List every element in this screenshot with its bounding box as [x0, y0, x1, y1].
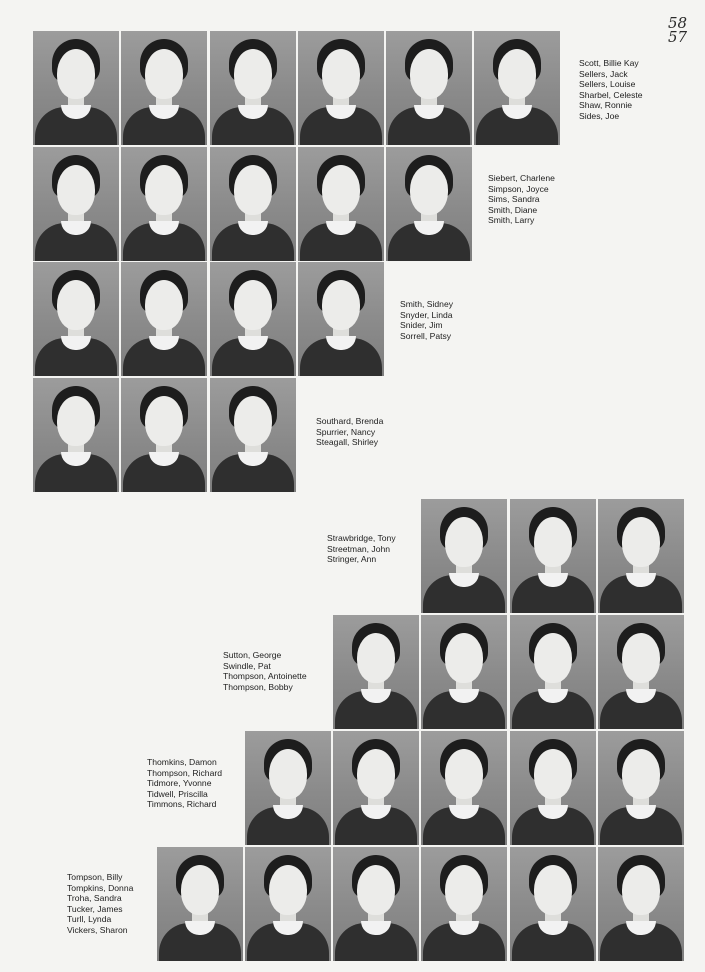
- name-list-row-4: [316, 416, 383, 448]
- portrait-photo: [245, 847, 331, 961]
- portrait-photo: [598, 847, 684, 961]
- student-name: Snyder, Linda: [400, 309, 453, 320]
- portrait-photo: [598, 731, 684, 845]
- name-list-row-8: [67, 872, 133, 936]
- student-name: Thompson, Richard: [147, 767, 222, 778]
- student-name: Scott, Billie Kay: [579, 58, 639, 68]
- student-name: Southard, Brenda: [316, 416, 384, 426]
- student-name: Troha, Sandra: [67, 893, 122, 904]
- student-name: Tucker, James: [67, 903, 123, 914]
- portrait-photo: [298, 31, 384, 145]
- name-list-row-1: [579, 58, 643, 122]
- portrait-photo: [421, 847, 507, 961]
- student-name: Smith, Sidney: [400, 299, 454, 309]
- portrait-photo: [210, 31, 296, 145]
- student-name: Thompson, Antoinette: [223, 671, 307, 682]
- portrait-photo: [421, 731, 507, 845]
- portrait-photo: [157, 847, 243, 961]
- student-name: Sellers, Jack: [579, 68, 628, 79]
- portrait-photo: [245, 731, 331, 845]
- portrait-photo: [421, 615, 507, 729]
- portrait-photo: [210, 147, 296, 261]
- student-name: Spurrier, Nancy: [316, 426, 376, 437]
- student-name: Siebert, Charlene: [488, 173, 555, 183]
- portrait-photo: [33, 262, 119, 376]
- portrait-photo: [421, 499, 507, 613]
- name-list-row-5: [327, 533, 396, 565]
- student-name: Sutton, George: [223, 650, 282, 660]
- student-name: Smith, Diane: [488, 204, 538, 215]
- student-name: Shaw, Ronnie: [579, 100, 633, 111]
- student-name: Tompkins, Donna: [67, 882, 134, 893]
- portrait-photo: [386, 147, 472, 261]
- name-list-row-3: [400, 299, 453, 341]
- page-number-top: 58: [668, 14, 688, 32]
- student-name: Steagall, Shirley: [316, 437, 379, 448]
- portrait-photo: [33, 378, 119, 492]
- student-name: Sorrell, Patsy: [400, 330, 452, 341]
- student-name: Smith, Larry: [488, 215, 535, 226]
- portrait-photo: [121, 262, 207, 376]
- portrait-photo: [474, 31, 560, 145]
- student-name: Sims, Sandra: [488, 194, 540, 205]
- page-number: [668, 16, 702, 44]
- name-list-row-2: [488, 173, 555, 226]
- portrait-photo: [298, 147, 384, 261]
- student-name: Strawbridge, Tony: [327, 533, 396, 543]
- student-name: Thomkins, Damon: [147, 757, 217, 767]
- portrait-photo: [210, 378, 296, 492]
- portrait-photo: [298, 262, 384, 376]
- student-name: Tompson, Billy: [67, 872, 123, 882]
- portrait-photo: [333, 731, 419, 845]
- portrait-photo: [33, 147, 119, 261]
- portrait-photo: [510, 847, 596, 961]
- student-name: Turll, Lynda: [67, 914, 112, 925]
- portrait-photo: [510, 499, 596, 613]
- portrait-photo: [598, 499, 684, 613]
- portrait-photo: [33, 31, 119, 145]
- student-name: Tidwell, Priscilla: [147, 788, 208, 799]
- student-name: Stringer, Ann: [327, 554, 377, 565]
- student-name: Streetman, John: [327, 543, 391, 554]
- name-list-row-6: [223, 650, 307, 692]
- portrait-photo: [333, 847, 419, 961]
- portrait-photo: [510, 615, 596, 729]
- student-name: Snider, Jim: [400, 320, 443, 331]
- portrait-photo: [510, 731, 596, 845]
- name-list-row-7: [147, 757, 222, 810]
- student-name: Sides, Joe: [579, 110, 620, 121]
- student-name: Simpson, Joyce: [488, 183, 549, 194]
- portrait-photo: [333, 615, 419, 729]
- portrait-photo: [210, 262, 296, 376]
- student-name: Timmons, Richard: [147, 799, 217, 810]
- student-name: Tidmore, Yvonne: [147, 778, 212, 789]
- student-name: Swindle, Pat: [223, 660, 271, 671]
- portrait-photo: [121, 31, 207, 145]
- portrait-photo: [386, 31, 472, 145]
- student-name: Thompson, Bobby: [223, 681, 293, 692]
- portrait-photo: [121, 378, 207, 492]
- portrait-photo: [598, 615, 684, 729]
- portrait-photo: [121, 147, 207, 261]
- student-name: Sellers, Louise: [579, 79, 636, 90]
- student-name: Vickers, Sharon: [67, 924, 128, 935]
- page-number-bottom: 57: [668, 28, 688, 46]
- student-name: Sharbel, Celeste: [579, 89, 643, 100]
